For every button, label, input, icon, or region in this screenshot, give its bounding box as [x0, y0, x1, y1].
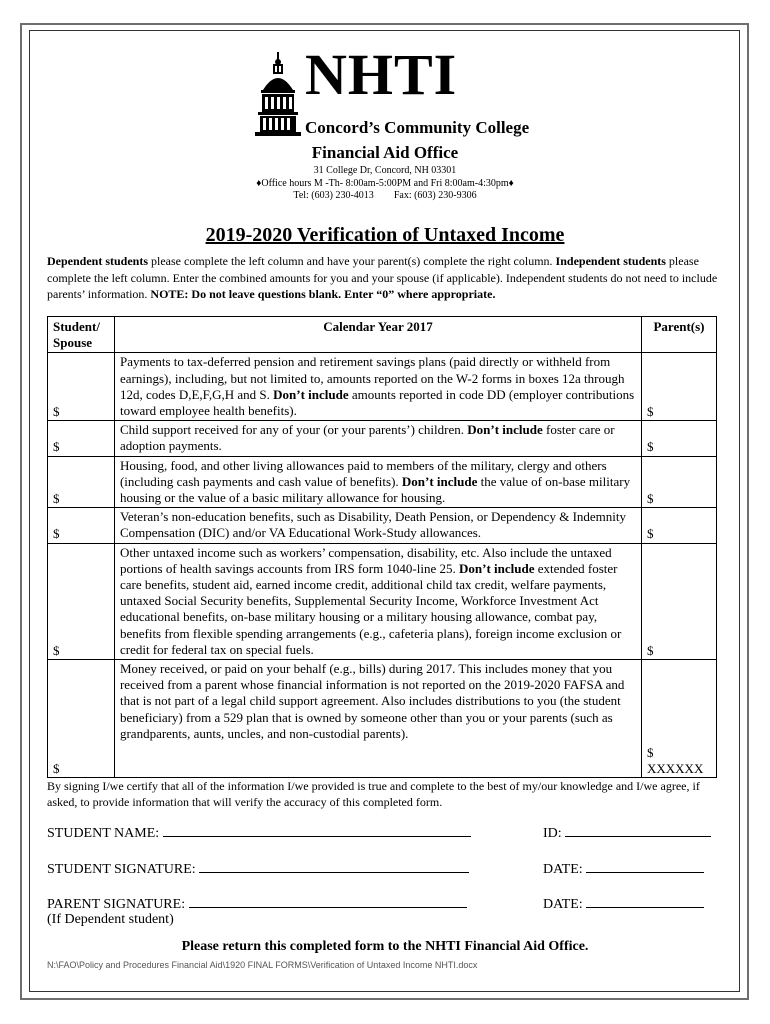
- income-description: [114, 421, 641, 456]
- logo-tagline: Concord’s Community College: [305, 118, 530, 137]
- student-spouse-header: Student/ Spouse: [48, 317, 115, 353]
- student-amount-cell[interactable]: $: [48, 508, 115, 543]
- description-text: Money received, or paid on your behalf (e.g., bills) during 2017. This includes money that you received from a parent whose financial information is not reported on the 2019-2020 FAFSA and that is not part of a legal child support agreement. Also includes distributions to you (the student beneficiary) from a 529 plan that is owned by someone other than you or your parents (such as grandparents, aunts, uncles, and non-custodial parents).: [119, 661, 625, 741]
- table-row: [48, 421, 717, 456]
- student-signature-line: [47, 860, 469, 878]
- logo-wordmark: NHTI: [305, 42, 458, 107]
- dependent-text: please complete the left column and have your parent(s) complete the right column.: [148, 254, 556, 268]
- income-description: [114, 508, 641, 543]
- student-signature-label: STUDENT SIGNATURE:: [47, 862, 196, 877]
- office-hours: ♦Office hours M -Th- 8:00am-5:00PM and Fri 8:00am-4:30pm♦: [256, 178, 514, 189]
- calendar-year-header: Calendar Year 2017: [114, 317, 641, 353]
- parent-signature-field[interactable]: [189, 895, 467, 908]
- description-text: the value of on-base military housing or the value of a basic military allowance for housing.: [119, 473, 631, 506]
- student-amount-cell[interactable]: $: [48, 421, 115, 456]
- parent-signature-label: PARENT SIGNATURE:: [47, 897, 186, 912]
- student-amount-cell[interactable]: $: [48, 660, 115, 778]
- parent-date-line: [543, 895, 704, 913]
- parent-amount-cell[interactable]: $: [642, 353, 717, 421]
- capitol-dome-icon: [255, 52, 301, 138]
- untaxed-income-table: [47, 316, 717, 778]
- table-row: [48, 543, 717, 659]
- id-field[interactable]: [565, 824, 711, 837]
- table-row: [48, 660, 717, 778]
- description-text: Payments to tax-deferred pension and retirement savings plans (paid directly or withheld from earnings), including, but not limited to, amounts reported on the W-2 forms in boxes 12a through 12d, codes D,E,F,G,H and S.: [119, 354, 625, 402]
- student-signature-field[interactable]: [199, 860, 469, 873]
- parent-amount-cell[interactable]: $: [642, 543, 717, 659]
- note-text: NOTE: Do not leave questions blank. Enter “0” where appropriate.: [150, 287, 496, 301]
- description-text: Other untaxed income such as workers’ compensation, disability, etc. Also include the untaxed portions of health savings accounts from IRS form 1040-line 25.: [119, 544, 612, 576]
- student-date-label: DATE:: [543, 862, 583, 877]
- office-tel: Tel: (603) 230-4013: [293, 190, 374, 201]
- dollar-sign: $: [647, 745, 654, 761]
- student-date-line: [543, 860, 704, 878]
- description-text: Housing, food, and other living allowances paid to members of the military, clergy and others (including cash payments and cash value of benefits).: [119, 457, 607, 489]
- parents-header: Parent(s): [642, 317, 717, 353]
- student-name-label: STUDENT NAME:: [47, 826, 160, 841]
- office-title: Financial Aid Office: [311, 143, 459, 162]
- instructions: [47, 253, 722, 303]
- if-dependent-note: (If Dependent student): [47, 912, 174, 927]
- parent-signature-line: [47, 895, 467, 913]
- dont-include-label: Don’t include: [467, 422, 543, 438]
- description-text: Veteran’s non-education benefits, such as Disability, Death Pension, or Dependency & Indemnity Compensation (DIC) and/or VA Educational Work-Study allowances.: [119, 509, 626, 541]
- table-row: [48, 456, 717, 508]
- dont-include-label: Don’t include: [273, 386, 349, 402]
- certification-text: By signing I/we certify that all of the information I/we provided is true and complete to the best of my/our knowledge and I/we agree, if asked, to provide information that will verify the accuracy of this completed form.: [47, 779, 700, 809]
- id-label: ID:: [543, 826, 562, 841]
- description-text: foster care or adoption payments.: [119, 422, 615, 454]
- description-text: Child support received for any of your (or your parents’) children.: [119, 422, 468, 438]
- student-amount-cell[interactable]: $: [48, 456, 115, 508]
- parent-amount-cell[interactable]: $: [642, 456, 717, 508]
- table-row: [48, 353, 717, 421]
- office-phone-fax: [0, 190, 770, 201]
- description-text: amounts reported in code DD (employer contributions toward employee health benefits).: [119, 386, 635, 419]
- nhti-logo: [255, 42, 530, 144]
- income-description: [114, 660, 641, 778]
- form-title: 2019-2020 Verification of Untaxed Income: [205, 224, 565, 246]
- independent-label: Independent students: [555, 254, 666, 268]
- independent-text: please complete the left column. Enter the combined amounts for you and your spouse (if applicable). Independent students do not need to include parents’ information.: [47, 254, 718, 301]
- file-path: N:\FAO\Policy and Procedures Financial Aid\1920 FINAL FORMS\Verification of Untaxed Income NHTI.docx: [47, 960, 478, 970]
- dependent-label: Dependent students: [47, 254, 149, 268]
- student-amount-cell[interactable]: $: [48, 543, 115, 659]
- parent-amount-cell[interactable]: $: [642, 508, 717, 543]
- income-description: [114, 456, 641, 508]
- table-header-row: [48, 317, 717, 353]
- student-amount-cell[interactable]: $: [48, 353, 115, 421]
- description-text: extended foster care benefits, student aid, earned income credit, additional child tax credit, welfare payments, untaxed Social Security benefits, Supplemental Security Income, Workforce Investment Act educational benefits, on-base military housing or a military housing allowance, combat pay, benefits from flexible spending arrangements (e.g., cafeteria plans), foreign income exclusion or credit for federal tax on special fuels.: [119, 560, 622, 657]
- parent-date-field[interactable]: [586, 895, 704, 908]
- id-line: [543, 824, 711, 842]
- parent-date-label: DATE:: [543, 897, 583, 912]
- income-description: [114, 543, 641, 659]
- return-instructions: Please return this completed form to the NHTI Financial Aid Office.: [181, 939, 589, 954]
- parent-amount-cell[interactable]: $: [642, 421, 717, 456]
- student-name-line: [47, 824, 471, 842]
- student-name-field[interactable]: [163, 824, 471, 837]
- dont-include-label: Don’t include: [459, 560, 535, 576]
- dont-include-label: Don’t include: [401, 473, 478, 489]
- office-fax: Fax: (603) 230-9306: [393, 190, 477, 201]
- income-description: [114, 353, 641, 421]
- office-address: 31 College Dr, Concord, NH 03301: [313, 165, 457, 176]
- parent-not-applicable: XXXXXX: [647, 761, 704, 777]
- table-row: [48, 508, 717, 543]
- student-date-field[interactable]: [586, 860, 704, 873]
- parent-amount-cell[interactable]: [642, 660, 717, 778]
